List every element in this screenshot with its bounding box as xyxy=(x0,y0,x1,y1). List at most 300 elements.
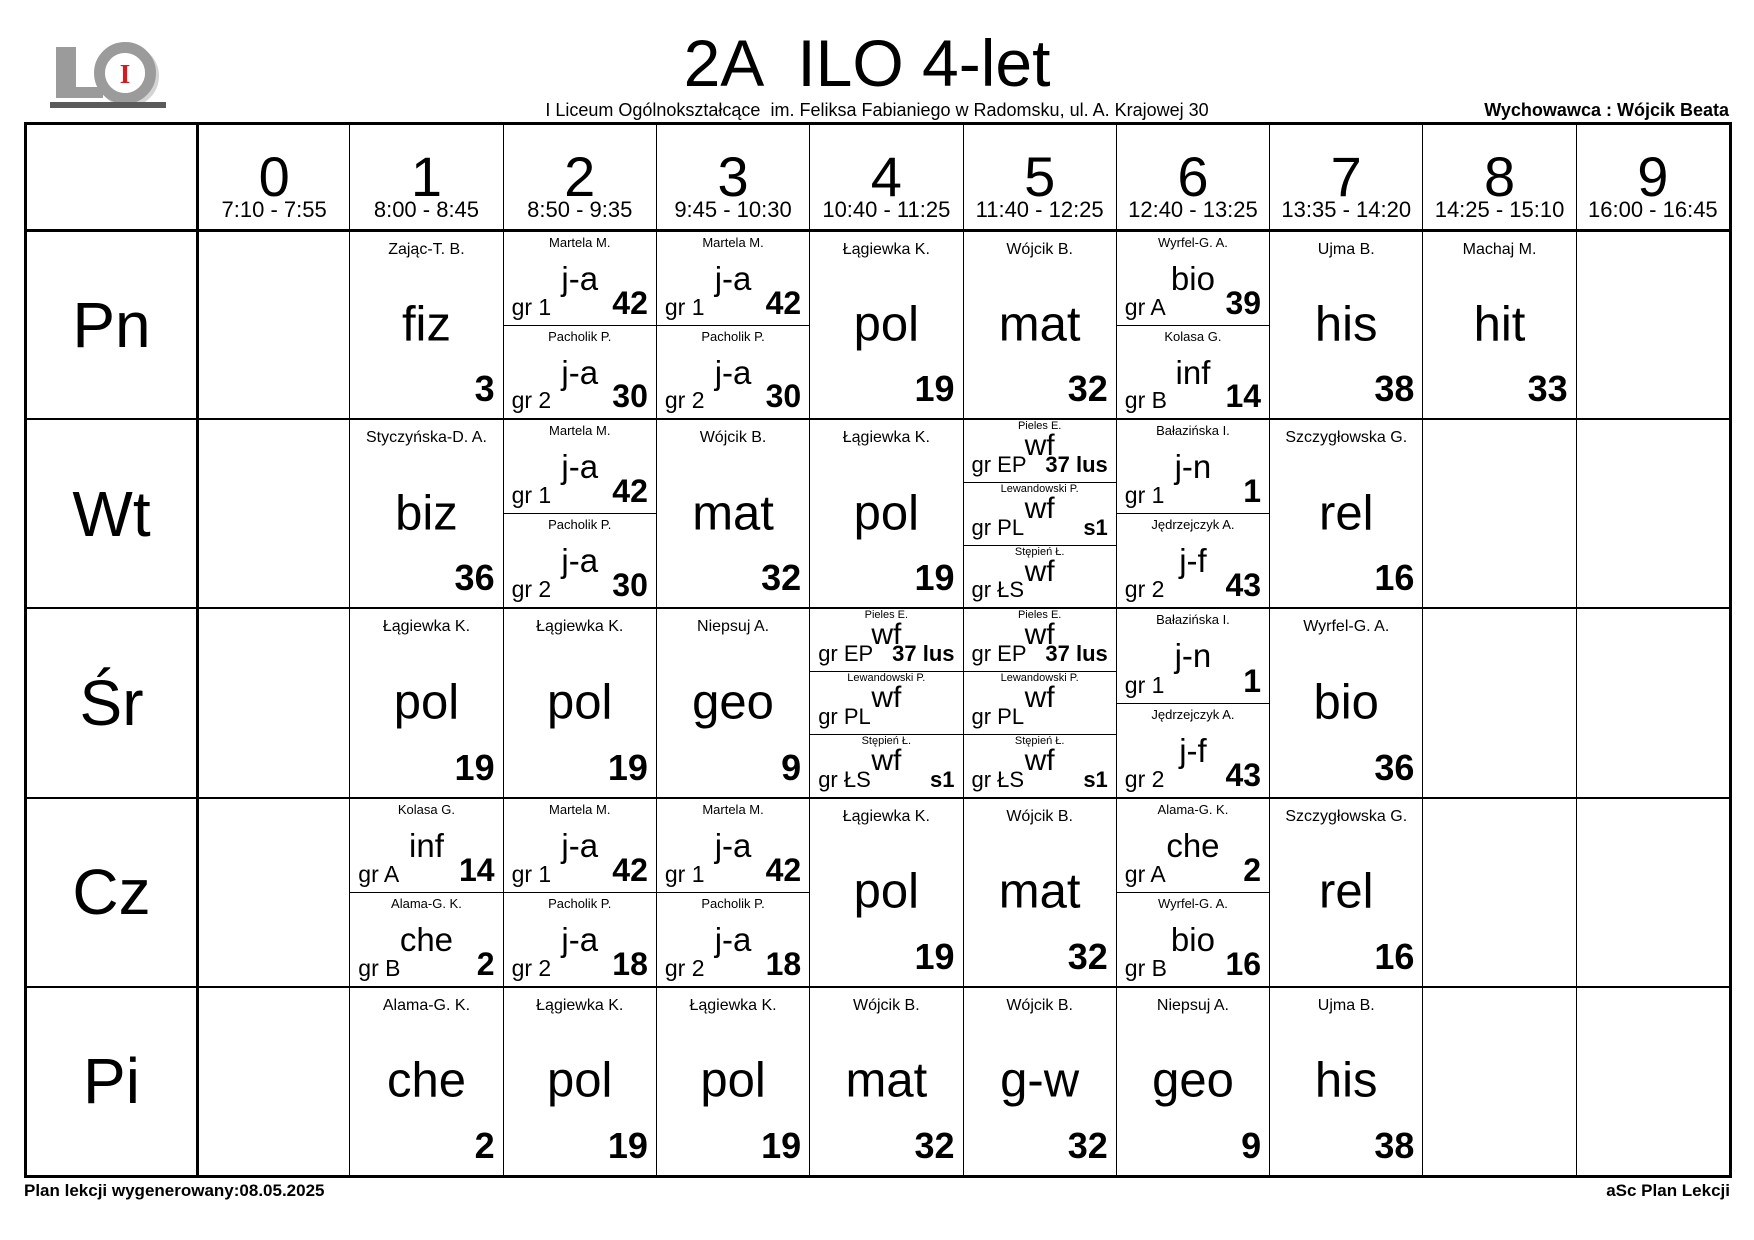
teacher-name: Alama-G. K. xyxy=(1157,801,1229,817)
subject-name: j-a xyxy=(714,353,752,391)
lesson-part xyxy=(657,325,809,419)
lesson-cell xyxy=(809,797,962,986)
subject-name: j-a xyxy=(714,260,752,297)
day-label-cell xyxy=(27,418,196,607)
lesson-part xyxy=(657,799,809,892)
split-lesson xyxy=(504,232,656,418)
room-number: 14 xyxy=(459,851,495,888)
room-number: 42 xyxy=(612,851,648,888)
lesson-part xyxy=(964,545,1116,608)
period-header xyxy=(809,125,962,229)
lesson-part xyxy=(504,420,656,513)
single-lesson xyxy=(1270,420,1422,607)
room-number: 32 xyxy=(761,557,802,599)
lesson-part xyxy=(657,609,809,796)
empty-cell xyxy=(196,797,349,986)
lesson-cell xyxy=(963,418,1116,607)
split-lesson xyxy=(964,420,1116,607)
subject-name: wf xyxy=(871,618,902,652)
lesson-part xyxy=(964,799,1116,986)
group-label: gr ŁS xyxy=(818,766,871,792)
teacher-name: Martela M. xyxy=(702,235,764,250)
split-lesson xyxy=(657,232,809,418)
lesson-part xyxy=(504,892,656,986)
group-label: gr ŁS xyxy=(971,766,1025,792)
period-number: 6 xyxy=(1177,145,1209,208)
room-number: 30 xyxy=(612,567,648,604)
subject-name: j-a xyxy=(714,920,752,958)
period-header xyxy=(1422,125,1575,229)
lesson-part xyxy=(1117,513,1269,607)
period-number: 5 xyxy=(1024,145,1056,208)
lesson-part xyxy=(1270,799,1422,986)
subject-name: j-a xyxy=(561,542,599,580)
period-header xyxy=(349,125,502,229)
period-number: 7 xyxy=(1330,145,1362,208)
room-number: 43 xyxy=(1225,756,1262,793)
room-number: 32 xyxy=(914,1124,955,1166)
group-label: gr 2 xyxy=(511,576,552,603)
period-number: 2 xyxy=(564,145,596,208)
logo-emblem: I xyxy=(119,59,131,89)
room-number: 32 xyxy=(1067,1124,1108,1166)
empty-cell xyxy=(196,418,349,607)
lesson-cell xyxy=(656,986,809,1175)
group-label: gr 2 xyxy=(664,387,705,414)
lesson-cell xyxy=(656,229,809,418)
period-time: 8:00 - 8:45 xyxy=(373,197,480,222)
room-number: 18 xyxy=(765,945,802,982)
room-number: 19 xyxy=(607,1124,648,1166)
split-lesson xyxy=(504,420,656,607)
lesson-cell xyxy=(809,607,962,796)
teacher-name: Ujma B. xyxy=(1317,241,1375,258)
day-label: Pi xyxy=(83,1045,140,1118)
teacher-name: Martela M. xyxy=(549,423,611,439)
teacher-name: Lewandowski P. xyxy=(847,672,926,685)
timetable-title: 2A ILO 4-let xyxy=(683,26,1051,100)
corner-cell xyxy=(27,125,196,229)
subject-name: mat xyxy=(998,297,1081,352)
group-label: gr PL xyxy=(971,703,1025,729)
room-number: 37 lus xyxy=(1045,451,1108,477)
lesson-cell xyxy=(963,986,1116,1175)
room-number: 42 xyxy=(612,284,648,321)
subject-name: wf xyxy=(871,743,902,777)
period-number: 3 xyxy=(717,145,749,208)
period-number: 0 xyxy=(258,145,290,208)
lesson-part xyxy=(1117,799,1269,892)
room-number: 43 xyxy=(1225,567,1262,604)
lesson-cell xyxy=(1116,797,1269,986)
lesson-cell xyxy=(1269,797,1422,986)
lesson-part xyxy=(504,232,656,325)
single-lesson xyxy=(657,609,809,796)
single-lesson xyxy=(657,988,809,1175)
room-number: s1 xyxy=(1083,514,1108,540)
lesson-part xyxy=(964,482,1116,545)
teacher-name: Stępień Ł. xyxy=(1014,545,1065,558)
room-number: 37 lus xyxy=(1045,641,1108,667)
lesson-cell xyxy=(963,797,1116,986)
room-number: 18 xyxy=(612,945,648,982)
lesson-cell xyxy=(656,797,809,986)
period-time: 16:00 - 16:45 xyxy=(1588,197,1718,222)
teacher-name: Bałazińska I. xyxy=(1156,423,1230,439)
subject-name: wf xyxy=(1024,491,1055,525)
lesson-part xyxy=(504,799,656,892)
period-time: 9:45 - 10:30 xyxy=(674,197,792,222)
room-number: 42 xyxy=(612,473,648,510)
group-label: gr PL xyxy=(971,514,1025,540)
split-lesson xyxy=(1117,420,1269,607)
subject-name: hit xyxy=(1473,297,1526,352)
lesson-part xyxy=(810,671,962,734)
subject-name: wf xyxy=(871,681,902,715)
subject-name: wf xyxy=(1024,429,1055,463)
teacher-name: Pacholik P. xyxy=(548,328,612,344)
teacher-name: Wyrfel-G. A. xyxy=(1157,895,1228,911)
timetable-grid xyxy=(24,122,1732,1178)
empty-cell xyxy=(1422,986,1575,1175)
empty-cell xyxy=(1576,418,1729,607)
teacher-name: Pacholik P. xyxy=(548,895,612,911)
teacher-name: Łągiewka K. xyxy=(689,996,777,1014)
period-number: 4 xyxy=(870,145,902,208)
teacher-name: Zając-T. B. xyxy=(388,241,465,258)
group-label: gr 2 xyxy=(1124,576,1165,603)
lesson-part xyxy=(964,232,1116,418)
subject-name: pol xyxy=(853,864,920,919)
subject-name: fiz xyxy=(401,297,451,352)
teacher-name: Łągiewka K. xyxy=(382,618,471,636)
group-label: gr PL xyxy=(818,703,871,729)
split-lesson xyxy=(657,799,809,986)
lesson-cell xyxy=(1422,229,1575,418)
lesson-cell xyxy=(809,986,962,1175)
lesson-part xyxy=(1117,609,1269,702)
lesson-cell xyxy=(1269,229,1422,418)
lesson-part xyxy=(504,325,656,419)
teacher-name: Wójcik B. xyxy=(1006,241,1073,258)
single-lesson xyxy=(810,988,962,1175)
single-lesson xyxy=(810,232,962,418)
subject-name: his xyxy=(1314,297,1378,352)
empty-cell xyxy=(1422,607,1575,796)
subject-name: j-f xyxy=(1179,542,1207,580)
teacher-name: Alama-G. K. xyxy=(382,996,471,1014)
room-number: 3 xyxy=(474,368,495,410)
empty-cell xyxy=(1576,229,1729,418)
teacher-name: Wójcik B. xyxy=(1006,996,1073,1014)
group-label: gr 1 xyxy=(511,482,552,509)
teacher-name: Pacholik P. xyxy=(548,517,612,533)
room-number: 2 xyxy=(474,1124,495,1166)
single-lesson xyxy=(1270,232,1422,418)
group-label: gr EP xyxy=(971,641,1027,667)
lesson-part xyxy=(657,892,809,986)
room-number: 19 xyxy=(761,1124,802,1166)
period-time: 12:40 - 13:25 xyxy=(1128,197,1258,222)
room-number: 1 xyxy=(1243,473,1262,510)
teacher-name: Alama-G. K. xyxy=(391,895,462,911)
split-lesson xyxy=(1117,609,1269,796)
teacher-name: Pacholik P. xyxy=(701,895,765,911)
room-number: 1 xyxy=(1243,662,1262,699)
day-label: Cz xyxy=(72,856,151,929)
period-number: 9 xyxy=(1637,145,1669,208)
day-label: Wt xyxy=(72,477,151,550)
teacher-name: Łągiewka K. xyxy=(842,429,930,447)
room-number: 19 xyxy=(914,935,955,977)
split-lesson xyxy=(350,799,502,986)
teacher-name: Łągiewka K. xyxy=(536,996,624,1014)
lesson-part xyxy=(1117,988,1269,1175)
room-number: 19 xyxy=(454,746,495,788)
teacher-name: Wójcik B. xyxy=(699,429,767,447)
teacher-name: Łągiewka K. xyxy=(536,618,624,636)
room-number: 19 xyxy=(914,557,955,599)
subject-name: bio xyxy=(1170,260,1215,297)
room-number: s1 xyxy=(930,766,955,792)
single-lesson xyxy=(964,799,1116,986)
teacher-name: Łągiewka K. xyxy=(842,807,930,825)
period-header xyxy=(503,125,656,229)
period-time: 14:25 - 15:10 xyxy=(1434,197,1565,222)
lesson-part xyxy=(657,420,809,607)
group-label: gr 1 xyxy=(664,860,705,887)
subject-name: his xyxy=(1314,1053,1378,1108)
lesson-cell xyxy=(503,607,656,796)
teacher-name: Ujma B. xyxy=(1317,996,1375,1014)
teacher-name: Kolasa G. xyxy=(397,801,455,817)
single-lesson xyxy=(1270,988,1422,1175)
lesson-part xyxy=(657,988,809,1175)
lesson-part xyxy=(1423,232,1575,418)
teacher-name: Łągiewka K. xyxy=(842,241,930,258)
subject-name: che xyxy=(399,920,454,958)
room-number: 19 xyxy=(607,746,648,788)
lesson-part xyxy=(810,988,962,1175)
group-label: gr B xyxy=(358,954,401,981)
lesson-cell xyxy=(503,797,656,986)
lesson-part xyxy=(964,420,1116,482)
subject-name: pol xyxy=(547,675,613,730)
room-number: 42 xyxy=(765,851,802,888)
room-number: 19 xyxy=(914,368,955,410)
subject-name: j-a xyxy=(561,353,599,391)
lesson-part xyxy=(350,892,502,986)
subject-name: rel xyxy=(1319,486,1374,541)
app-credit: aSc Plan Lekcji xyxy=(1606,1181,1730,1200)
group-label: gr EP xyxy=(818,641,874,667)
room-number: 38 xyxy=(1374,1124,1415,1166)
group-label: gr 1 xyxy=(664,293,705,320)
teacher-name: Kolasa G. xyxy=(1164,328,1222,344)
lesson-part xyxy=(1117,325,1269,419)
lesson-part xyxy=(350,799,502,892)
room-number: 38 xyxy=(1374,368,1415,410)
lesson-part xyxy=(810,609,962,671)
split-lesson xyxy=(1117,232,1269,418)
teacher-name: Martela M. xyxy=(549,801,611,817)
lesson-part xyxy=(1270,232,1422,418)
empty-cell xyxy=(1422,418,1575,607)
period-number: 8 xyxy=(1483,145,1516,208)
lesson-part xyxy=(1117,420,1269,513)
group-label: gr A xyxy=(1124,860,1166,887)
single-lesson xyxy=(350,988,502,1175)
lesson-cell xyxy=(1269,418,1422,607)
lesson-cell xyxy=(963,229,1116,418)
lesson-cell xyxy=(349,418,502,607)
lesson-cell xyxy=(963,607,1116,796)
homeroom-teacher: Wychowawca : Wójcik Beata xyxy=(1484,100,1729,120)
subject-name: j-n xyxy=(1174,637,1212,675)
lesson-cell xyxy=(809,229,962,418)
period-time: 10:40 - 11:25 xyxy=(822,197,951,222)
subject-name: pol xyxy=(547,1053,613,1108)
room-number: 2 xyxy=(1243,851,1262,888)
group-label: gr 2 xyxy=(1124,765,1165,792)
teacher-name: Niepsuj A. xyxy=(697,618,770,636)
single-lesson xyxy=(964,232,1116,418)
room-number: 32 xyxy=(1067,368,1108,410)
teacher-name: Bałazińska I. xyxy=(1156,612,1230,628)
room-number: 14 xyxy=(1225,378,1262,415)
single-lesson xyxy=(1423,232,1575,418)
teacher-name: Wyrfel-G. A. xyxy=(1157,235,1228,250)
lesson-part xyxy=(810,734,962,797)
room-number: 16 xyxy=(1374,935,1415,977)
room-number: 30 xyxy=(765,378,802,415)
group-label: gr 1 xyxy=(1124,671,1165,698)
single-lesson xyxy=(810,799,962,986)
group-label: gr B xyxy=(1124,954,1167,981)
split-lesson xyxy=(810,609,962,796)
room-number: 36 xyxy=(454,557,495,599)
room-number: 37 lus xyxy=(892,641,955,667)
teacher-name: Szczygłowska G. xyxy=(1285,807,1408,825)
teacher-name: Niepsuj A. xyxy=(1156,996,1229,1014)
empty-cell xyxy=(196,229,349,418)
teacher-name: Lewandowski P. xyxy=(1000,672,1079,685)
subject-name: pol xyxy=(853,297,920,352)
day-label: Pn xyxy=(72,289,151,362)
lesson-part xyxy=(1270,609,1422,796)
lesson-part xyxy=(810,232,962,418)
subject-name: j-n xyxy=(1174,448,1212,486)
empty-cell xyxy=(1576,986,1729,1175)
subject-name: wf xyxy=(1024,618,1055,652)
empty-cell xyxy=(1422,797,1575,986)
subject-name: mat xyxy=(998,864,1081,919)
period-header xyxy=(963,125,1116,229)
period-number: 1 xyxy=(410,145,443,208)
subject-name: wf xyxy=(1024,681,1055,715)
subject-name: pol xyxy=(853,486,920,541)
lesson-cell xyxy=(349,229,502,418)
subject-name: biz xyxy=(395,486,458,541)
lesson-cell xyxy=(503,418,656,607)
single-lesson xyxy=(504,988,656,1175)
lesson-part xyxy=(350,988,502,1175)
single-lesson xyxy=(1117,988,1269,1175)
room-number: 32 xyxy=(1067,935,1108,977)
subject-name: j-a xyxy=(561,448,599,486)
subject-name: g-w xyxy=(1000,1053,1080,1108)
teacher-name: Stępień Ł. xyxy=(1014,734,1065,747)
teacher-name: Machaj M. xyxy=(1462,241,1537,258)
teacher-name: Szczygłowska G. xyxy=(1285,429,1408,447)
room-number: 9 xyxy=(1241,1124,1262,1166)
group-label: gr 1 xyxy=(511,860,552,887)
group-label: gr B xyxy=(1124,387,1167,414)
teacher-name: Pieles E. xyxy=(864,609,909,622)
lesson-cell xyxy=(809,418,962,607)
teacher-name: Wójcik B. xyxy=(1006,807,1073,825)
room-number: 39 xyxy=(1225,284,1262,321)
lesson-cell xyxy=(503,229,656,418)
room-number: 30 xyxy=(612,378,648,415)
empty-cell xyxy=(1576,797,1729,986)
split-lesson xyxy=(504,799,656,986)
lesson-part xyxy=(810,420,962,607)
teacher-name: Martela M. xyxy=(702,801,764,817)
day-label: Śr xyxy=(79,666,144,739)
period-header xyxy=(196,125,349,229)
day-label-cell xyxy=(27,229,196,418)
lesson-cell xyxy=(1116,418,1269,607)
group-label: gr 1 xyxy=(511,293,552,320)
lesson-cell xyxy=(656,607,809,796)
school-address: I Liceum Ogólnokształcące im. Feliksa Fabianiego w Radomsku, ul. A. Krajowej 30 xyxy=(545,100,1209,120)
subject-name: j-a xyxy=(714,826,752,864)
single-lesson xyxy=(810,420,962,607)
lesson-cell xyxy=(349,986,502,1175)
single-lesson xyxy=(1270,609,1422,796)
lesson-part xyxy=(1270,420,1422,607)
teacher-name: Pacholik P. xyxy=(701,328,765,344)
lesson-part xyxy=(504,609,656,796)
lesson-part xyxy=(1270,988,1422,1175)
period-time: 11:40 - 12:25 xyxy=(975,197,1104,222)
lesson-cell xyxy=(1116,229,1269,418)
period-time: 7:10 - 7:55 xyxy=(221,197,327,222)
teacher-name: Lewandowski P. xyxy=(1000,482,1079,495)
lesson-part xyxy=(504,988,656,1175)
lesson-cell xyxy=(1269,607,1422,796)
group-label: gr 2 xyxy=(511,387,552,414)
lesson-part xyxy=(810,799,962,986)
room-number: 42 xyxy=(765,284,802,321)
room-number: 16 xyxy=(1374,557,1415,599)
subject-name: che xyxy=(386,1053,466,1108)
period-time: 8:50 - 9:35 xyxy=(527,197,633,222)
teacher-name: Jędrzejczyk A. xyxy=(1151,517,1235,533)
lesson-part xyxy=(350,609,502,796)
lesson-part xyxy=(1117,892,1269,986)
room-number: 33 xyxy=(1527,368,1568,410)
period-time: 13:35 - 14:20 xyxy=(1281,197,1412,222)
subject-name: mat xyxy=(845,1053,928,1108)
lesson-part xyxy=(964,609,1116,671)
lesson-cell xyxy=(1116,986,1269,1175)
lesson-cell xyxy=(1116,607,1269,796)
subject-name: j-a xyxy=(561,260,599,297)
day-label-cell xyxy=(27,797,196,986)
room-number: 16 xyxy=(1225,945,1262,982)
